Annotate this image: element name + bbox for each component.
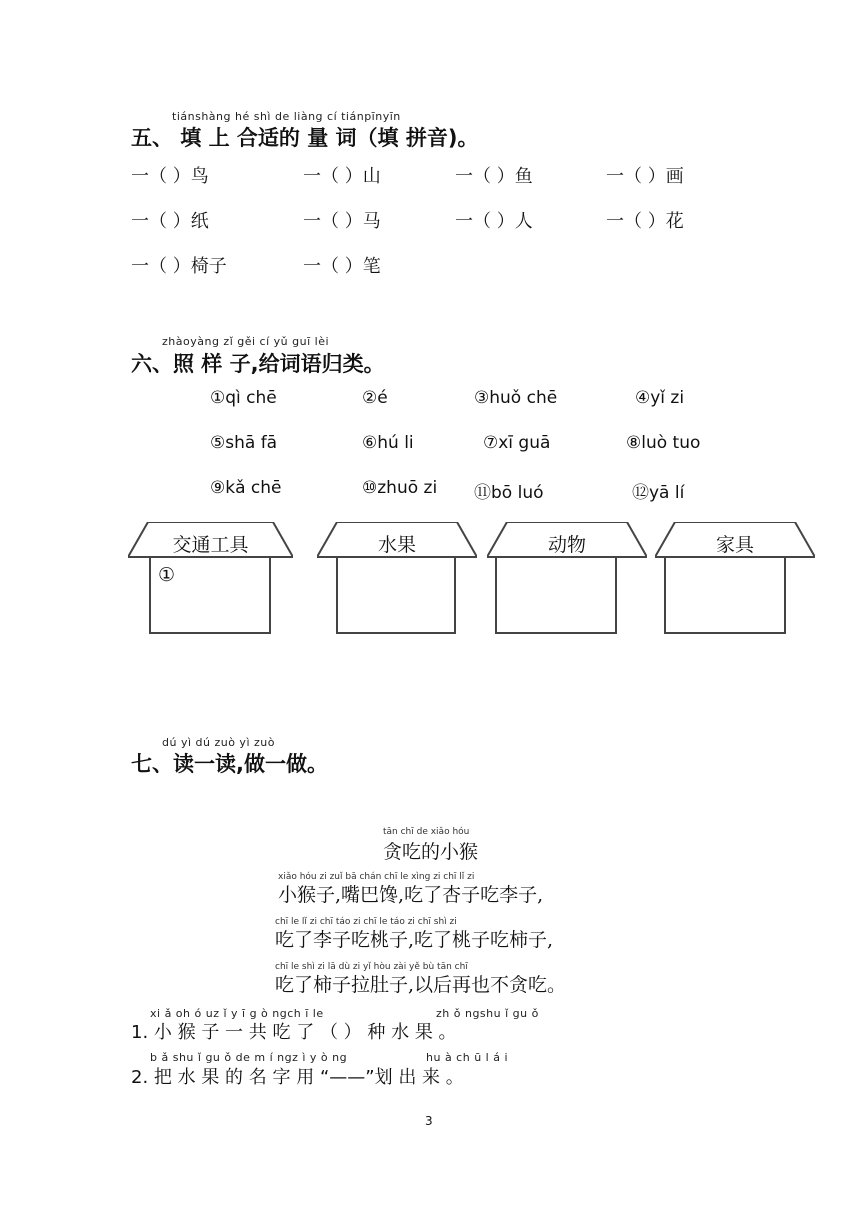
- house-label: 动物: [547, 534, 586, 556]
- s5-item: 一（ ）马: [303, 211, 381, 232]
- s5-item: 一（ ）鸟: [131, 166, 209, 187]
- s6-heading: 六、照 样 子,给词语归类。: [131, 352, 385, 376]
- s5-pinyin: tiánshàng hé shì de liàng cí tiánpīnyīn: [172, 110, 401, 123]
- poem-title: 贪吃的小猴: [383, 841, 479, 863]
- poem-line: 吃了李子吃桃子,吃了桃子吃柿子,: [275, 929, 554, 951]
- s6-word: ⑩zhuō zi: [362, 478, 438, 498]
- page-number: 3: [425, 1114, 433, 1128]
- s6-pinyin: zhàoyàng zǐ gěi cí yǔ guī lèi: [162, 335, 330, 348]
- question-1: 1. 小 猴 子 一 共 吃 了 （ ） 种 水 果 。: [131, 1022, 457, 1043]
- s6-word: ③huǒ chē: [474, 388, 558, 408]
- question-2: 2. 把 水 果 的 名 字 用 “——”划 出 来 。: [131, 1067, 464, 1088]
- s6-word: ⑨kǎ chē: [210, 478, 282, 498]
- s6-word: ②é: [362, 388, 388, 408]
- house-label: 家具: [715, 534, 754, 556]
- s6-word: ⑥hú li: [362, 433, 414, 453]
- house-label: 交通工具: [172, 534, 249, 556]
- q2-pinyin: b ǎ shu ǐ gu ǒ de m í ngz ì y ò ng: [150, 1051, 348, 1064]
- s6-word: ⑪bō luó: [474, 483, 544, 503]
- poem-line: 小猴子,嘴巴馋,吃了杏子吃李子,: [278, 884, 544, 906]
- s5-item: 一（ ）花: [606, 211, 684, 232]
- s5-item: 一（ ）鱼: [455, 166, 533, 187]
- s5-item: 一（ ）纸: [131, 211, 209, 232]
- house-transport: [128, 522, 293, 637]
- house-label: 水果: [377, 534, 416, 556]
- s5-item: 一（ ）画: [606, 166, 684, 187]
- poem-line-pinyin: xiǎo hóu zi zuǐ bā chán chī le xìng zi chī lǐ zi: [278, 872, 475, 882]
- s5-item: 一（ ）椅子: [131, 256, 227, 277]
- house-furniture: [655, 522, 815, 637]
- s7-pinyin: dú yì dú zuò yì zuò: [162, 736, 275, 749]
- poem-line-pinyin: chī le shì zi lā dù zi yǐ hòu zài yě bù tān chī: [275, 962, 468, 972]
- s5-item: 一（ ）人: [455, 211, 533, 232]
- house-fruit: [317, 522, 477, 637]
- s6-word: ⑦xī guā: [483, 433, 551, 453]
- s5-item: 一（ ）笔: [303, 256, 381, 277]
- q2-pinyin: hu à ch ū l á i: [426, 1051, 509, 1064]
- q1-pinyin: zh ǒ ngshu ǐ gu ǒ: [436, 1007, 539, 1020]
- s7-heading: 七、读一读,做一做。: [131, 752, 328, 776]
- s6-word: ⑤shā fā: [210, 433, 278, 453]
- s6-word: ④yǐ zi: [635, 388, 685, 408]
- house-mark: ①: [158, 564, 176, 586]
- s5-heading: 五、 填 上 合适的 量 词（填 拼音)。: [131, 126, 479, 150]
- poem-line: 吃了柿子拉肚子,以后再也不贪吃。: [275, 974, 567, 996]
- q1-pinyin: xi ǎ oh ó uz ǐ y ī g ò ngch ī le: [150, 1007, 324, 1020]
- poem-title-pinyin: tān chī de xiǎo hóu: [383, 827, 470, 837]
- s6-word: ⑫yā lí: [632, 483, 685, 503]
- house-animal: [487, 522, 647, 637]
- s5-item: 一（ ）山: [303, 166, 381, 187]
- s6-word: ⑧luò tuo: [626, 433, 701, 453]
- s6-word: ①qì chē: [210, 388, 277, 408]
- poem-line-pinyin: chī le lǐ zi chī táo zi chī le táo zi chī shì zi: [275, 917, 457, 927]
